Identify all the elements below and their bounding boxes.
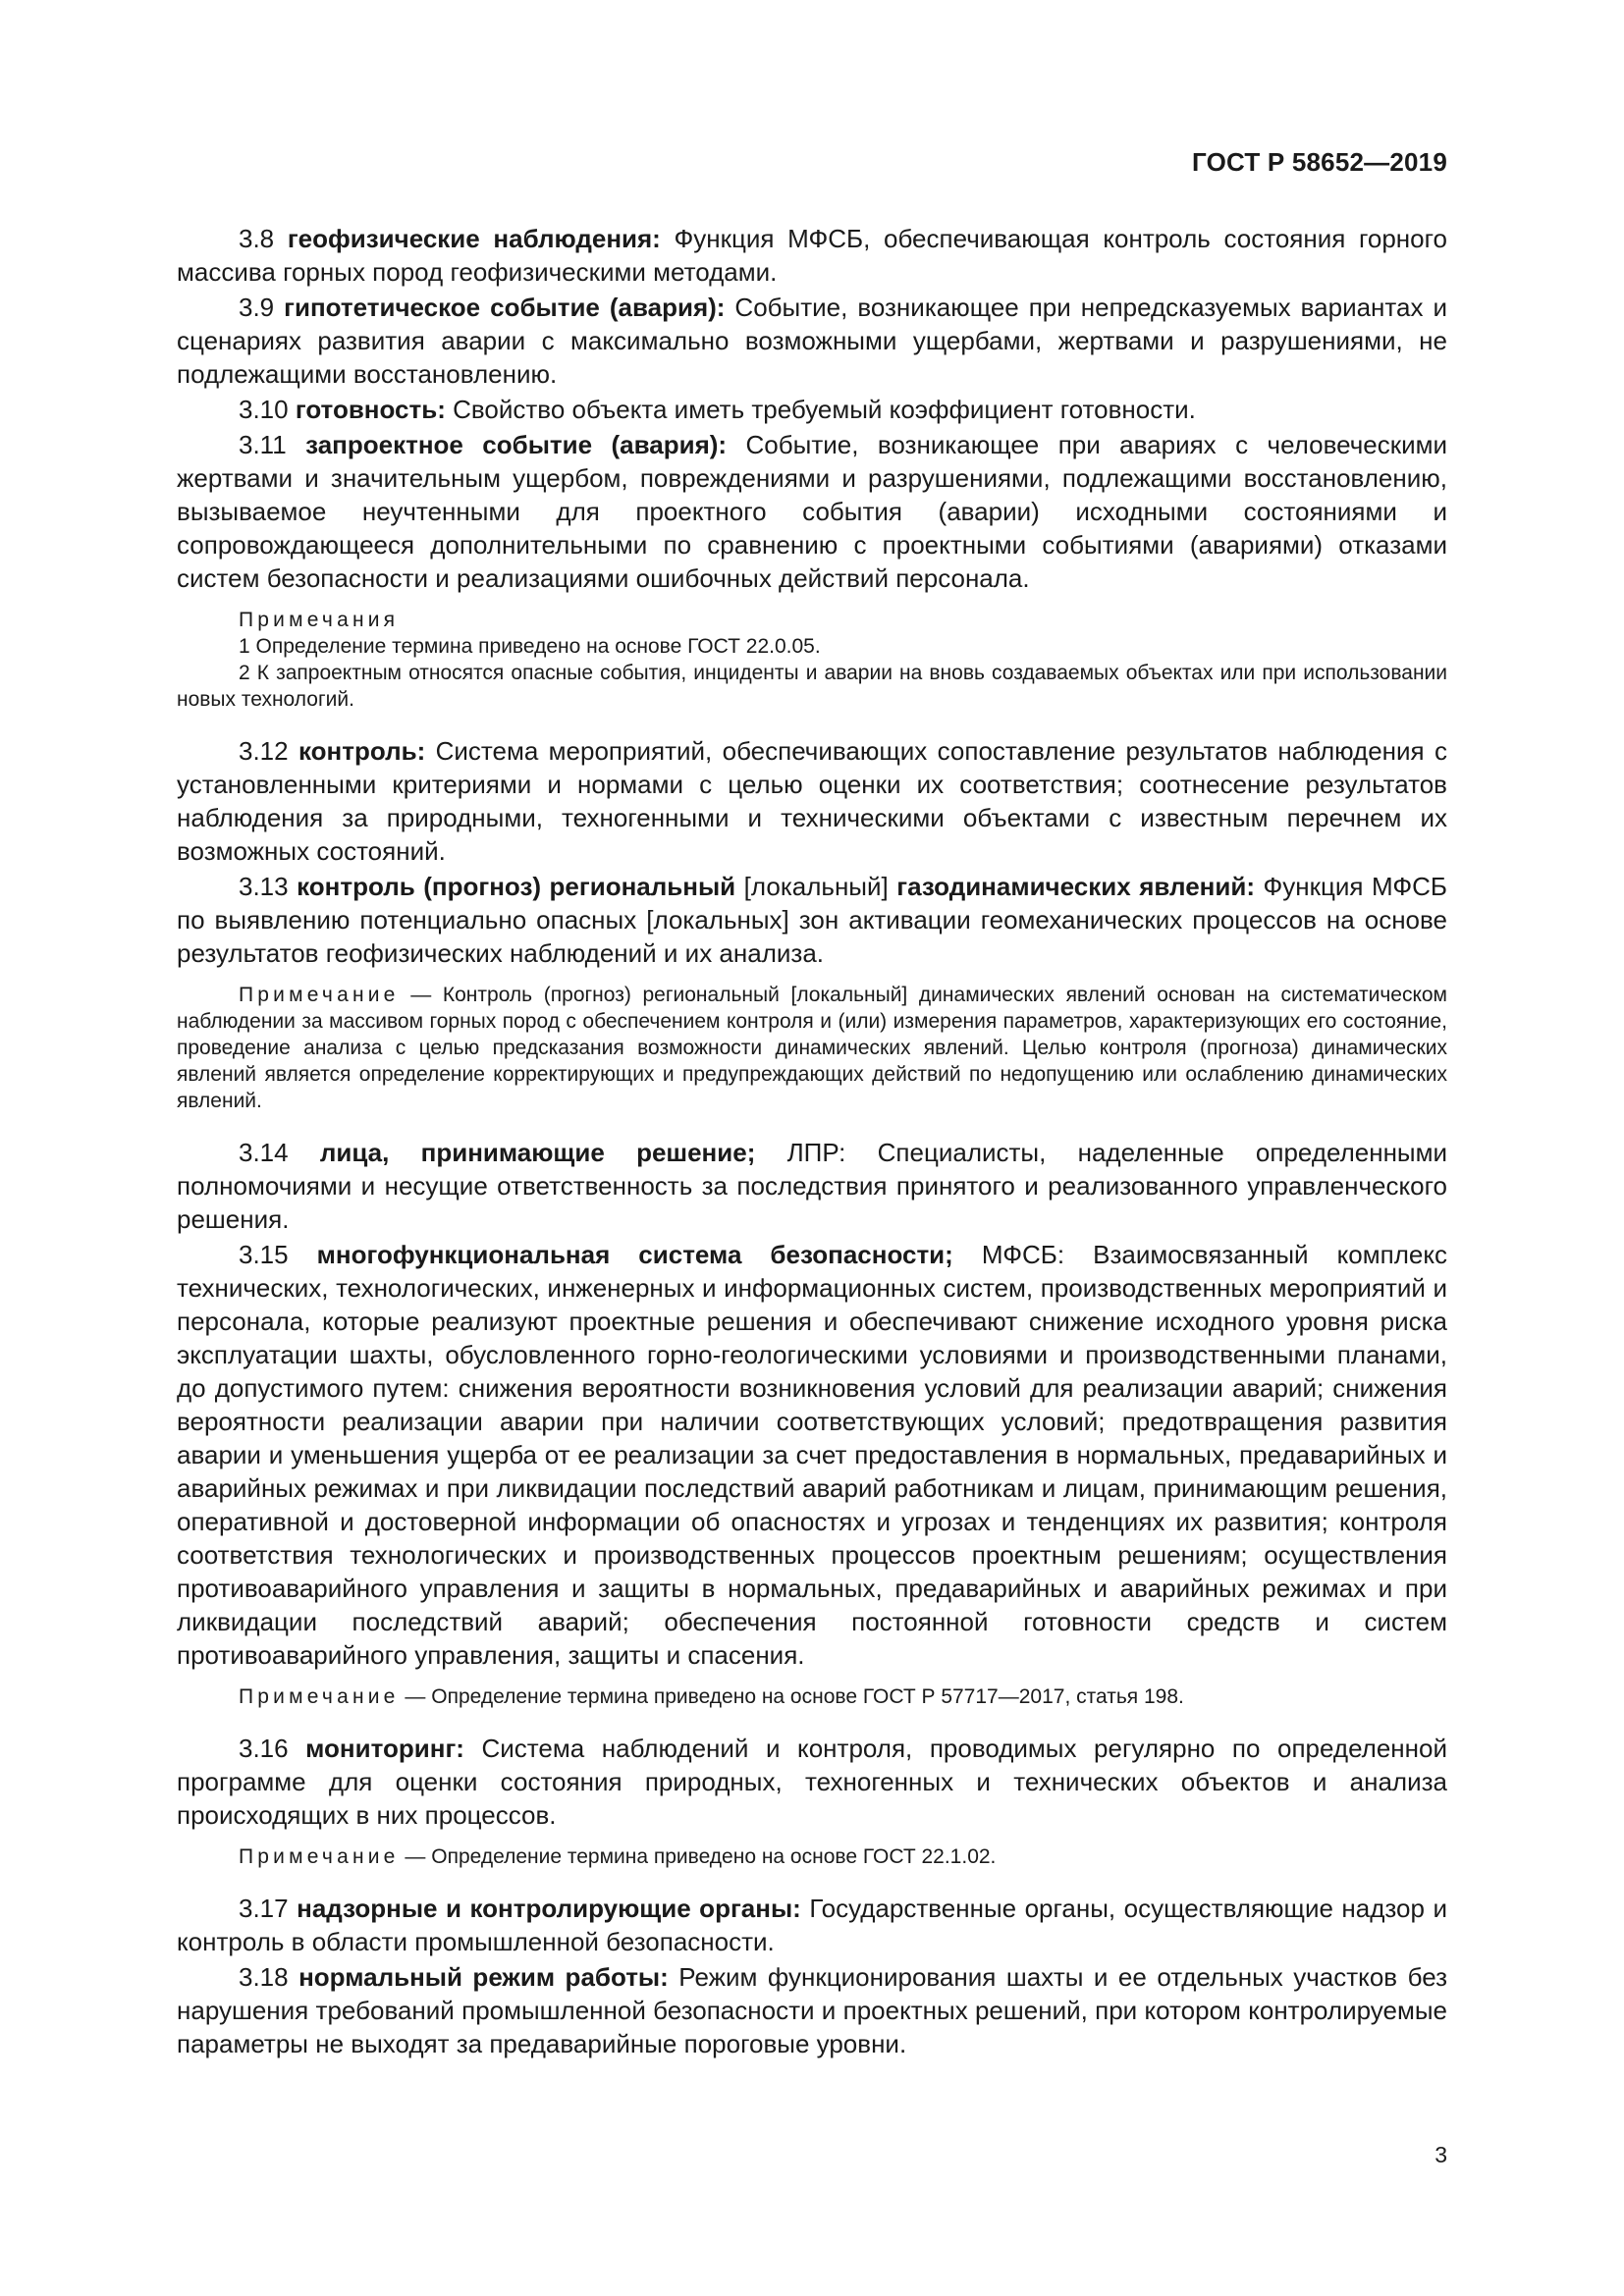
term-title: надзорные и контролирующие органы: (297, 1894, 801, 1923)
term-definition: Функция МФСБ по выявлению потенциально опасных [локальных] зон активации геомеханических процессов на основе результатов геофизических наблюдений и их анализа. (177, 872, 1447, 968)
term-title: готовность: (295, 395, 446, 424)
document-header: ГОСТ Р 58652—2019 (1192, 147, 1447, 177)
note-text: Примечание — Контроль (прогноз) региональный [локальный] динамических явлений основан на систематическом наблюдении за массивом горных пород с обеспечением контроля и (или) измерения параметров, характеризующих его состояние, проведение анализа с целью предсказания возможности динамических явлений. Целью контроля (прогноза) динамических явлений является определение корректирующих и предупреждающих действий по недопущению или ослаблению динамических явлений. (177, 984, 1447, 1112)
term-title-part: контроль (прогноз) региональный (297, 872, 736, 901)
note-item: 2 К запроектным относятся опасные события, инциденты и аварии на вновь создаваемых объектах или при использовании новых технологий. (177, 662, 1447, 711)
note-3-13 (177, 982, 1447, 1114)
term-definition: МФСБ: Взаимосвязанный комплекс технических, технологических, инженерных и информационных систем, производственных мероприятий и персонала, которые реализуют проектные решения и обеспечивают снижение исходного уровня риска эксплуатации шахты, обусловленного горно-геологическими условиями и производственными планами, до допустимого путем: снижения вероятности возникновения условий для реализации аварий; снижения вероятности реализации аварии при наличии соответствующих условий; предотвращения развития аварии и уменьшения ущерба от ее реализации за счет предоставления в нормальных, предаварийных и аварийных режимах и при ликвидации последствий аварий работникам и лицам, принимающим решения, оперативной и достоверной информации об опасностях и угрозах и тенденциях их развития; контроля соответствия технологических и производственных процессов проектным решениям; осуществления противоаварийного управления и защиты в нормальных, предаварийных и аварийных режимах и при ликвидации последствий аварий; обеспечения постоянной готовности средств и систем противоаварийного управления, защиты и спасения. (177, 1240, 1447, 1670)
term-definition: ЛПР: Специалисты, наделенные определенными полномочиями и несущие ответственность за последствия принятого и реализованного управленческого решения. (177, 1138, 1448, 1234)
term-3-9: 3.9 гипотетическое событие (авария): Событие, возникающее при непредсказуемых вариантах и сценариях развития аварии с максимально возможными ущербами, жертвами и разрушениями, не подлежащими восстановлению. (177, 293, 1447, 389)
term-definition: Функция МФСБ, обеспечивающая контроль состояния горного массива горных пород геофизическими методами. (177, 224, 1447, 287)
notes-3-11 (177, 607, 1447, 713)
term-definition: Государственные органы, осуществляющие надзор и контроль в области промышленной безопасности. (177, 1894, 1448, 1956)
term-3-13: 3.13 контроль (прогноз) региональный [локальный] газодинамических явлений: Функция МФСБ по выявлению потенциально опасных [локальных] зон активации геомеханических процессов на основе результатов геофизических наблюдений и их анализа. (177, 872, 1447, 968)
term-3-16: 3.16 мониторинг: Система наблюдений и контроля, проводимых регулярно по определенной программе для оценки состояния природных, техногенных и технических объектов и анализа происходящих в них процессов. (177, 1734, 1448, 1830)
note-3-15 (177, 1683, 1447, 1710)
term-definition: Система наблюдений и контроля, проводимых регулярно по определенной программе для оценки состояния природных, техногенных и технических объектов и анализа происходящих в них процессов. (177, 1734, 1448, 1830)
note-text: Примечание — Определение термина приведено на основе ГОСТ 22.1.02. (239, 1845, 997, 1868)
term-title: мониторинг: (305, 1734, 464, 1763)
term-3-11: 3.11 запроектное событие (авария): Событие, возникающее при авариях с человеческими жертвами и значительным ущербом, повреждениями и разрушениями, подлежащими восстановлению, вызываемое неучтенными для проектного события (аварии) исходными состояниями и сопровождающееся дополнительными по сравнению с проектными событиями (авариями) отказами систем безопасности и реализациями ошибочных действий персонала. (177, 430, 1448, 593)
note-text: Примечание — Определение термина приведено на основе ГОСТ Р 57717—2017, статья 198. (239, 1685, 1184, 1708)
term-definition: Событие, возникающее при непредсказуемых вариантах и сценариях развития аварии с максимально возможными ущербами, жертвами и разрушениями, не подлежащими восстановлению. (177, 293, 1447, 389)
term-definition: Режим функционирования шахты и ее отдельных участков без нарушения требований промышленной безопасности и проектных решений, при котором контролируемые параметры не выходят за предаварийные пороговые уровни. (177, 1962, 1447, 2058)
notes-heading: Примечания (239, 609, 400, 631)
note-item: 1 Определение термина приведено на основе ГОСТ 22.0.05. (239, 635, 821, 658)
term-title: гипотетическое событие (авария): (284, 293, 726, 322)
term-title: запроектное событие (авария): (305, 430, 728, 459)
page-number: 3 (1435, 2142, 1447, 2167)
term-definition: Система мероприятий, обеспечивающих сопоставление результатов наблюдения с установленными критериями и нормами с целью оценки их соответствия; соотнесение результатов наблюдения за природными, техногенными и техническими объектами с известным перечнем их возможных состояний. (177, 736, 1447, 866)
term-3-17: 3.17 надзорные и контролирующие органы: Государственные органы, осуществляющие надзор и контроль в области промышленной безопасности. (177, 1894, 1448, 1956)
term-3-14: 3.14 лица, принимающие решение; ЛПР: Специалисты, наделенные определенными полномочиями и несущие ответственность за последствия принятого и реализованного управленческого решения. (177, 1138, 1448, 1234)
term-3-10: 3.10 готовность: Свойство объекта иметь требуемый коэффициент готовности. (239, 395, 1196, 424)
term-3-15: 3.15 многофункциональная система безопасности; МФСБ: Взаимосвязанный комплекс технических, технологических, инженерных и информационных систем, производственных мероприятий и персонала, которые реализуют проектные решения и обеспечивают снижение исходного уровня риска эксплуатации шахты, обусловленного горно-геологическими условиями и производственными планами, до допустимого путем: снижения вероятности возникновения условий для реализации аварий; снижения вероятности реализации аварии при наличии соответствующих условий; предотвращения развития аварии и уменьшения ущерба от ее реализации за счет предоставления в нормальных, предаварийных и аварийных режимах и при ликвидации последствий аварий работникам и лицам, принимающим решения, оперативной и достоверной информации об опасностях и угрозах и тенденциях их развития; контроля соответствия технологических и производственных процессов проектным решениям; осуществления противоаварийного управления и защиты в нормальных, предаварийных и аварийных режимах и при ликвидации последствий аварий; обеспечения постоянной готовности средств и систем противоаварийного управления, защиты и спасения. (177, 1240, 1447, 1670)
document-body (177, 222, 1447, 2060)
term-definition: Свойство объекта иметь требуемый коэффициент готовности. (445, 395, 1196, 424)
term-title: геофизические наблюдения: (287, 224, 661, 253)
term-title: многофункциональная система безопасности; (316, 1240, 953, 1269)
term-3-8: 3.8 геофизические наблюдения: Функция МФСБ, обеспечивающая контроль состояния горного массива горных пород геофизическими методами. (177, 224, 1447, 287)
term-title-part: газодинамических явлений: (896, 872, 1255, 901)
term-definition: Событие, возникающее при авариях с человеческими жертвами и значительным ущербом, повреждениями и разрушениями, подлежащими восстановлению, вызываемое неучтенными для проектного события (аварии) исходными состояниями и сопровождающееся дополнительными по сравнению с проектными событиями (авариями) отказами систем безопасности и реализациями ошибочных действий персонала. (177, 430, 1448, 593)
term-title: нормальный режим работы: (298, 1962, 669, 1992)
term-title: лица, принимающие решение; (319, 1138, 756, 1167)
note-3-16 (177, 1843, 1447, 1870)
term-3-12: 3.12 контроль: Система мероприятий, обеспечивающих сопоставление результатов наблюдения с установленными критериями и нормами с целью оценки их соответствия; соотнесение результатов наблюдения за природными, техногенными и техническими объектами с известным перечнем их возможных состояний. (177, 736, 1447, 866)
term-title: контроль: (298, 736, 426, 766)
term-3-18: 3.18 нормальный режим работы: Режим функционирования шахты и ее отдельных участков без нарушения требований промышленной безопасности и проектных решений, при котором контролируемые параметры не выходят за предаварийные пороговые уровни. (177, 1962, 1447, 2058)
